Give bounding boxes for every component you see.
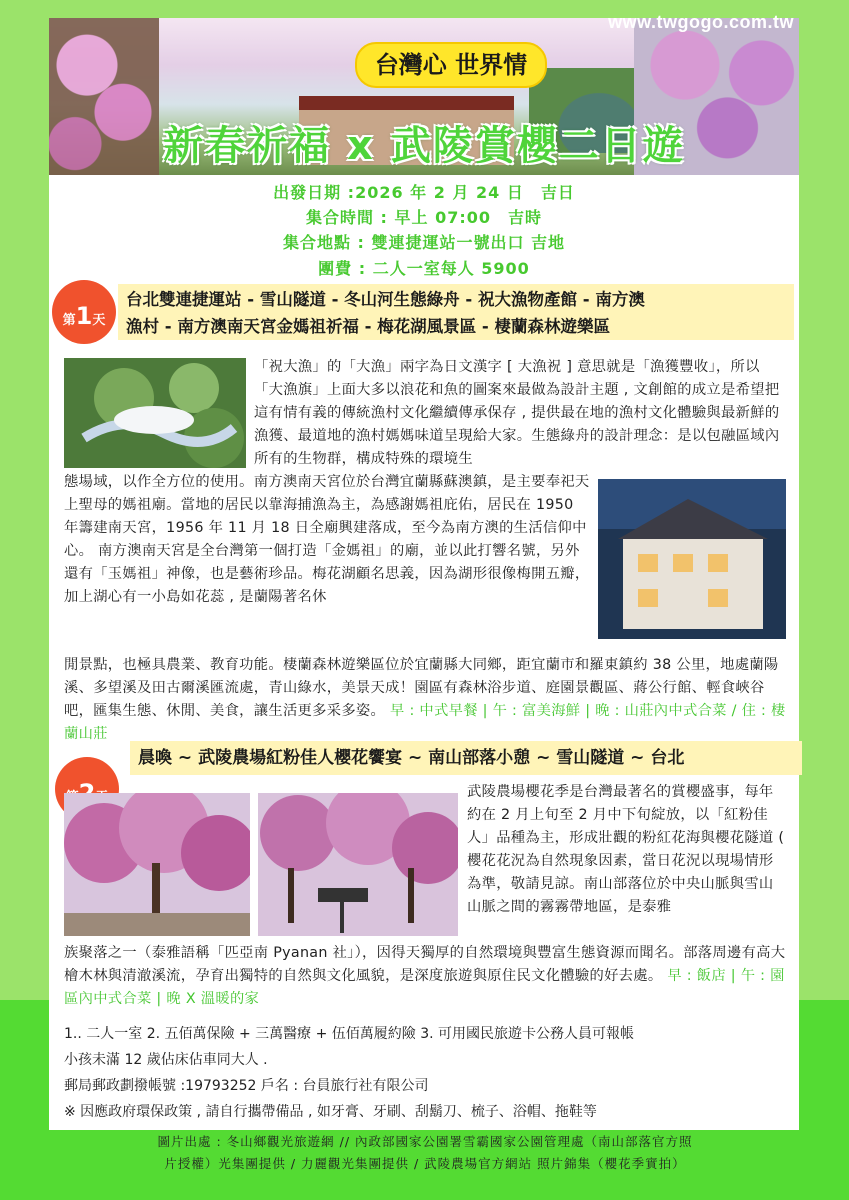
departure-date: 出發日期 :2026 年 2 月 24 日 吉日 xyxy=(273,183,575,202)
cherry-blossom-photo-1 xyxy=(64,793,250,936)
note-line-3: 郵局郵政劃撥帳號 :19793252 戶名 : 台員旅行社有限公司 xyxy=(64,1078,429,1094)
day2-route: 晨喚 ~ 武陵農場紅粉佳人櫻花饗宴 ~ 南山部落小憩 ~ 雪山隧道 ~ 台北 xyxy=(130,741,802,775)
photo-credits-line2: 片授權）光集團提供 / 力麗觀光集團提供 / 武陵農場官方網站 照片錦集（櫻花季實拍） xyxy=(164,1156,686,1171)
day1-paragraph-bottom-text: 閒景點，也極具農業、教育功能。棲蘭森林遊樂區位於宜蘭縣大同鄉，距宜蘭市和羅東鎮約 38 公里，地處蘭陽溪、多望溪及田古爾溪匯流處，青山綠水，美景天成！園區有森林浴步道、庭園景觀區、蔣公行館、輕食峽谷吧，匯集生態、休閒、美食，讓生活更多采多姿。 xyxy=(64,657,779,719)
photo-credits xyxy=(60,1131,790,1175)
meeting-time: 集合時間 : 早上 07:00 吉時 xyxy=(305,208,543,227)
meeting-place: 集合地點 : 雙連捷運站一號出口 吉地 xyxy=(282,233,566,252)
day2-paragraph-bottom-text: 族聚落之一（泰雅語稱「匹亞南 Pyanan 社」），因得天獨厚的自然環境與豐富生態資源而聞名。部落周邊有高大檜木林與清澈溪流，孕育出獨特的自然與文化風貌，是深度旅遊與原住民文化體驗的好去處。 xyxy=(64,945,786,984)
slogan-badge: 台灣心 世界情 xyxy=(355,42,547,88)
day1-route xyxy=(118,284,794,340)
day2-paragraph-bottom xyxy=(64,942,788,1011)
cherry-blossom-photo-2 xyxy=(258,793,458,936)
day1-badge: 第1天 xyxy=(52,280,116,344)
tour-fee: 團費 : 二人一室每人 5900 xyxy=(318,259,530,278)
day1-route-line1: 台北雙連捷運站 - 雪山隧道 - 冬山河生態綠舟 - 祝大漁物產館 - 南方澳 xyxy=(126,290,645,309)
lodge-night-photo xyxy=(598,479,786,639)
day1-paragraph-bottom xyxy=(64,654,788,746)
day2-paragraph-top: 武陵農場櫻花季是台灣最著名的賞櫻盛事，每年約在 2 月上旬至 2 月中下旬綻放，以「紅粉佳人」品種為主，形成壯觀的粉紅花海與櫻花隧道 ( 櫻花花況為自然現象因素，當日花況以現場情形為準，敬請見諒。南山部落位於中央山脈與雪山山脈之間的霧霧帶地區，是泰雅 xyxy=(467,784,785,915)
day1-meals: 早 : 中式早餐 | 午 : 富美海鮮 | 晚 : 山莊內中式合菜 / 住 : 棲蘭山莊 xyxy=(64,703,786,742)
site-url[interactable]: www.twgogo.com.tw xyxy=(608,12,794,32)
day1-route-line2: 漁村 - 南方澳南天宮金媽祖祈福 - 梅花湖風景區 - 棲蘭森林遊樂區 xyxy=(126,317,611,336)
note-line-4: ※ 因應政府環保政策 , 請自行攜帶備品 , 如牙膏、牙刷、刮鬍刀、梳子、浴帽、拖鞋等 xyxy=(64,1104,597,1120)
day1-paragraph-top: 「祝大漁」的「大漁」兩字為日文漢字 [ 大漁祝 ] 意思就是「漁獲豐收」，所以「大漁旗」上面大多以浪花和魚的圖案來最做為設計主題 , 文創館的成立是希望把這有情有義的傳統漁村文化繼續傳承保存 , 提供最在地的漁村文化體驗與最新鮮的漁獲、最道地的漁村媽媽味道呈現給大家。生態綠舟的設計理念：是以包融區域內所有的生物群，構成特殊的環境生 xyxy=(254,359,780,467)
day1-paragraph-mid: 態場域，以作全方位的使用。南方澳南天宮位於台灣宜蘭縣蘇澳鎮，是主要奉祀天上聖母的媽祖廟。當地的居民以靠海捕漁為主，為感謝媽祖庇佑，居民在 1950 年籌建南天宮，1956 年 11 月 18 日全廟興建落成，至今為南方澳的生活信仰中心。 南方澳南天宮是全台灣第一個打造「金媽祖」的廟，並以此打響名號，另外還有「玉媽祖」神像，也是藝術珍品。梅花湖顧名思義，因為湖形很像梅開五瓣，加上湖心有一小島如花蕊 , 是蘭陽著名休 xyxy=(64,474,590,605)
page-title: 新春祈福 x 武陵賞櫻二日遊 xyxy=(163,123,685,169)
note-line-1: 1.. 二人一室 2. 五佰萬保險 + 三萬醫療 + 伍佰萬履約險 3. 可用國民旅遊卡公務人員可報帳 xyxy=(64,1026,635,1042)
day2-meals: 早 : 飯店 | 午 : 園區內中式合菜 | 晚 X 溫暖的家 xyxy=(64,968,785,1007)
note-line-2: 小孩未滿 12 歲佔床佔車同大人 . xyxy=(64,1052,268,1068)
ecological-park-photo xyxy=(64,358,246,468)
photo-credits-line1: 圖片出處 : 冬山鄉觀光旅遊網 // 內政部國家公園署雪霸國家公園管理處（南山部落官方照 xyxy=(157,1134,693,1149)
